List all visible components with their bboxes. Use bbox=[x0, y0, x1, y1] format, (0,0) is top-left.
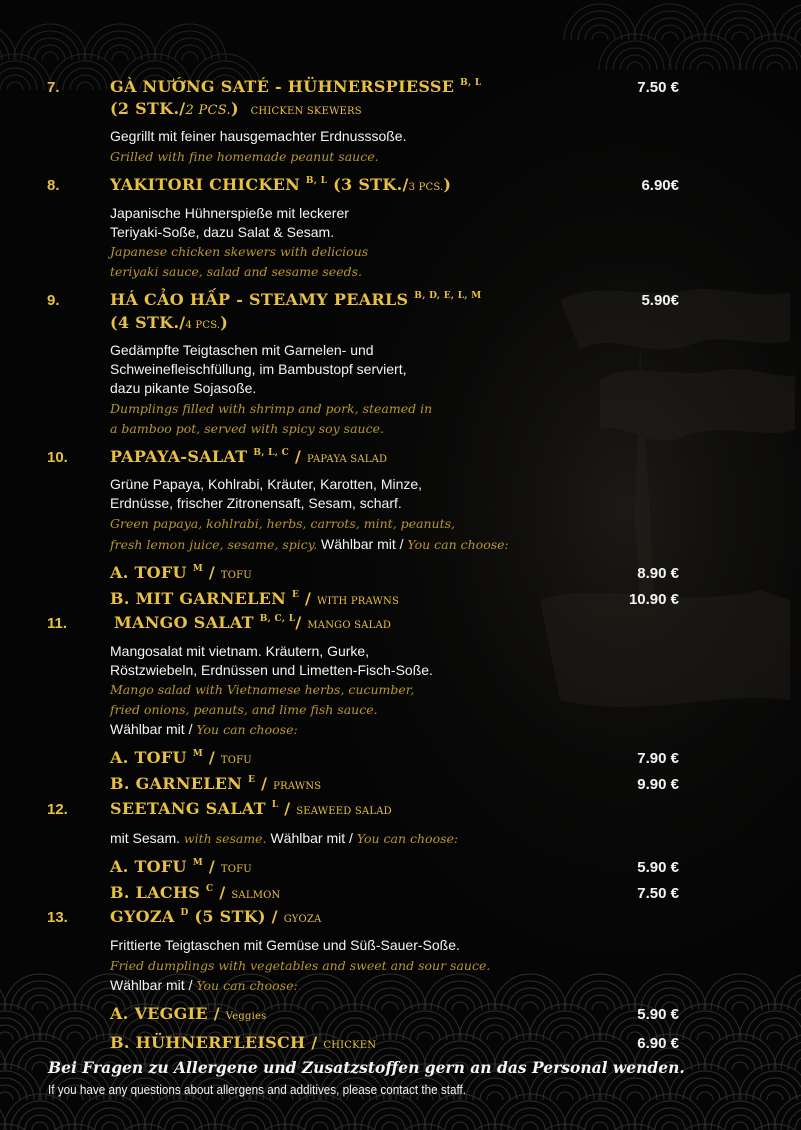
desc-de: Erdnüsse, frischer Zitronensaft, Sesam, scharf. bbox=[110, 495, 402, 511]
desc-en: Grilled with fine homemade peanut sauce. bbox=[110, 149, 379, 164]
footer-allergen-note-en: If you have any questions about allergens and additives, please contact the staff. bbox=[48, 1082, 467, 1097]
desc-en: Mango salad with Vietnamese herbs, cucumber, bbox=[110, 682, 415, 697]
desc-en: teriyaki sauce, salad and sesame seeds. bbox=[110, 264, 362, 279]
choose-text: Wählbar mit / You can choose: bbox=[110, 977, 298, 993]
item-price: 6.90€ bbox=[641, 177, 679, 194]
desc-en: fried onions, peanuts, and lime fish sauce. bbox=[110, 702, 378, 717]
desc-de: Gegrillt mit feiner hausgemachter Erdnusssoße. bbox=[110, 128, 407, 144]
item-title: PAPAYA-SALAT $^{B, L, C}$ / PAPAYA SALAD bbox=[110, 447, 388, 466]
desc-de: Schweinefleischfüllung, im Bambustopf serviert, bbox=[110, 361, 407, 377]
option-a: A. TOFU $^M$ / TOFU bbox=[110, 748, 252, 767]
option-price: 6.90 € bbox=[637, 1035, 679, 1052]
desc-en: Dumplings filled with shrimp and pork, steamed in bbox=[110, 401, 433, 416]
option-a: A. VEGGIE / Veggies bbox=[110, 1004, 267, 1023]
option-b: B. MIT GARNELEN $^E$ / WITH PRAWNS bbox=[110, 589, 399, 608]
item-number: 9. bbox=[47, 292, 60, 309]
option-price: 7.90 € bbox=[637, 750, 679, 767]
desc-en: Green papaya, kohlrabi, herbs, carrots, mint, peanuts, bbox=[110, 516, 456, 531]
desc-de: Röstzwiebeln, Erdnüssen und Limetten-Fisch-Soße. bbox=[110, 662, 433, 678]
option-price: 8.90 € bbox=[637, 565, 679, 582]
desc-de: Frittierte Teigtaschen mit Gemüse und Süß-Sauer-Soße. bbox=[110, 937, 460, 953]
choose-text: Wählbar mit / You can choose: bbox=[110, 721, 298, 737]
option-b: B. LACHS $^C$ / SALMON bbox=[110, 883, 281, 902]
desc-de: dazu pikante Sojasoße. bbox=[110, 380, 257, 396]
item-title: MANGO SALAT $^{B, C, L}$/ MANGO SALAD bbox=[114, 613, 392, 632]
desc-de: Teriyaki-Soße, dazu Salat & Sesam. bbox=[110, 224, 335, 240]
desc-de: Mangosalat mit vietnam. Kräutern, Gurke, bbox=[110, 643, 370, 659]
item-number: 8. bbox=[47, 177, 60, 194]
option-price: 5.90 € bbox=[637, 859, 679, 876]
item-price: 7.50 € bbox=[637, 79, 679, 96]
item-price: 5.90€ bbox=[641, 292, 679, 309]
item-number: 11. bbox=[47, 615, 68, 632]
item-title: SEETANG SALAT $^L$ / SEAWEED SALAD bbox=[110, 799, 392, 818]
item-number: 7. bbox=[47, 79, 60, 96]
desc-mixed: mit Sesam. with sesame. Wählbar mit / You can choose: bbox=[110, 830, 459, 846]
desc-de: Grüne Papaya, Kohlrabi, Kräuter, Karotten, Minze, bbox=[110, 476, 423, 492]
footer-allergen-note-de: Bei Fragen zu Allergene und Zusatzstoffen gern an das Personal wenden. bbox=[48, 1058, 685, 1077]
item-number: 10. bbox=[47, 449, 68, 466]
item-title: HÁ CẢO HẤP - STEAMY PEARLS $^{B, D, E, L, M}$ bbox=[110, 290, 482, 309]
option-price: 9.90 € bbox=[637, 776, 679, 793]
option-a: A. TOFU $^M$ / TOFU bbox=[110, 563, 252, 582]
item-number: 12. bbox=[47, 801, 68, 818]
item-title: GÀ NƯỚNG SATÉ - HÜHNERSPIESSE $^{B, L}$ bbox=[110, 77, 482, 96]
option-a: A. TOFU $^M$ / TOFU bbox=[110, 857, 252, 876]
desc-en: a bamboo pot, served with spicy soy sauce. bbox=[110, 421, 384, 436]
item-title-line2: (4 STK./4 PCS.) bbox=[110, 313, 229, 332]
item-title: GYOZA $^D$ (5 STK) / GYOZA bbox=[110, 907, 322, 926]
item-number: 13. bbox=[47, 909, 68, 926]
desc-de: Gedämpfte Teigtaschen mit Garnelen- und bbox=[110, 342, 374, 358]
option-price: 10.90 € bbox=[628, 591, 679, 608]
item-title: YAKITORI CHICKEN $^{B, L}$ (3 STK./3 PCS.) bbox=[110, 175, 452, 194]
option-b: B. GARNELEN $^E$ / PRAWNS bbox=[110, 774, 322, 793]
desc-en: Japanese chicken skewers with delicious bbox=[110, 244, 369, 259]
option-b: B. HÜHNERFLEISCH / CHICKEN bbox=[110, 1033, 377, 1052]
option-price: 7.50 € bbox=[637, 885, 679, 902]
desc-mixed: fresh lemon juice, sesame, spicy. Wählbar mit / You can choose: bbox=[110, 536, 509, 552]
item-title-line2: (2 STK./2 PCS.) CHICKEN SKEWERS bbox=[110, 99, 362, 118]
desc-de: Japanische Hühnerspieße mit leckerer bbox=[110, 205, 349, 221]
desc-en: Fried dumplings with vegetables and sweet and sour sauce. bbox=[110, 958, 491, 973]
option-price: 5.90 € bbox=[637, 1006, 679, 1023]
